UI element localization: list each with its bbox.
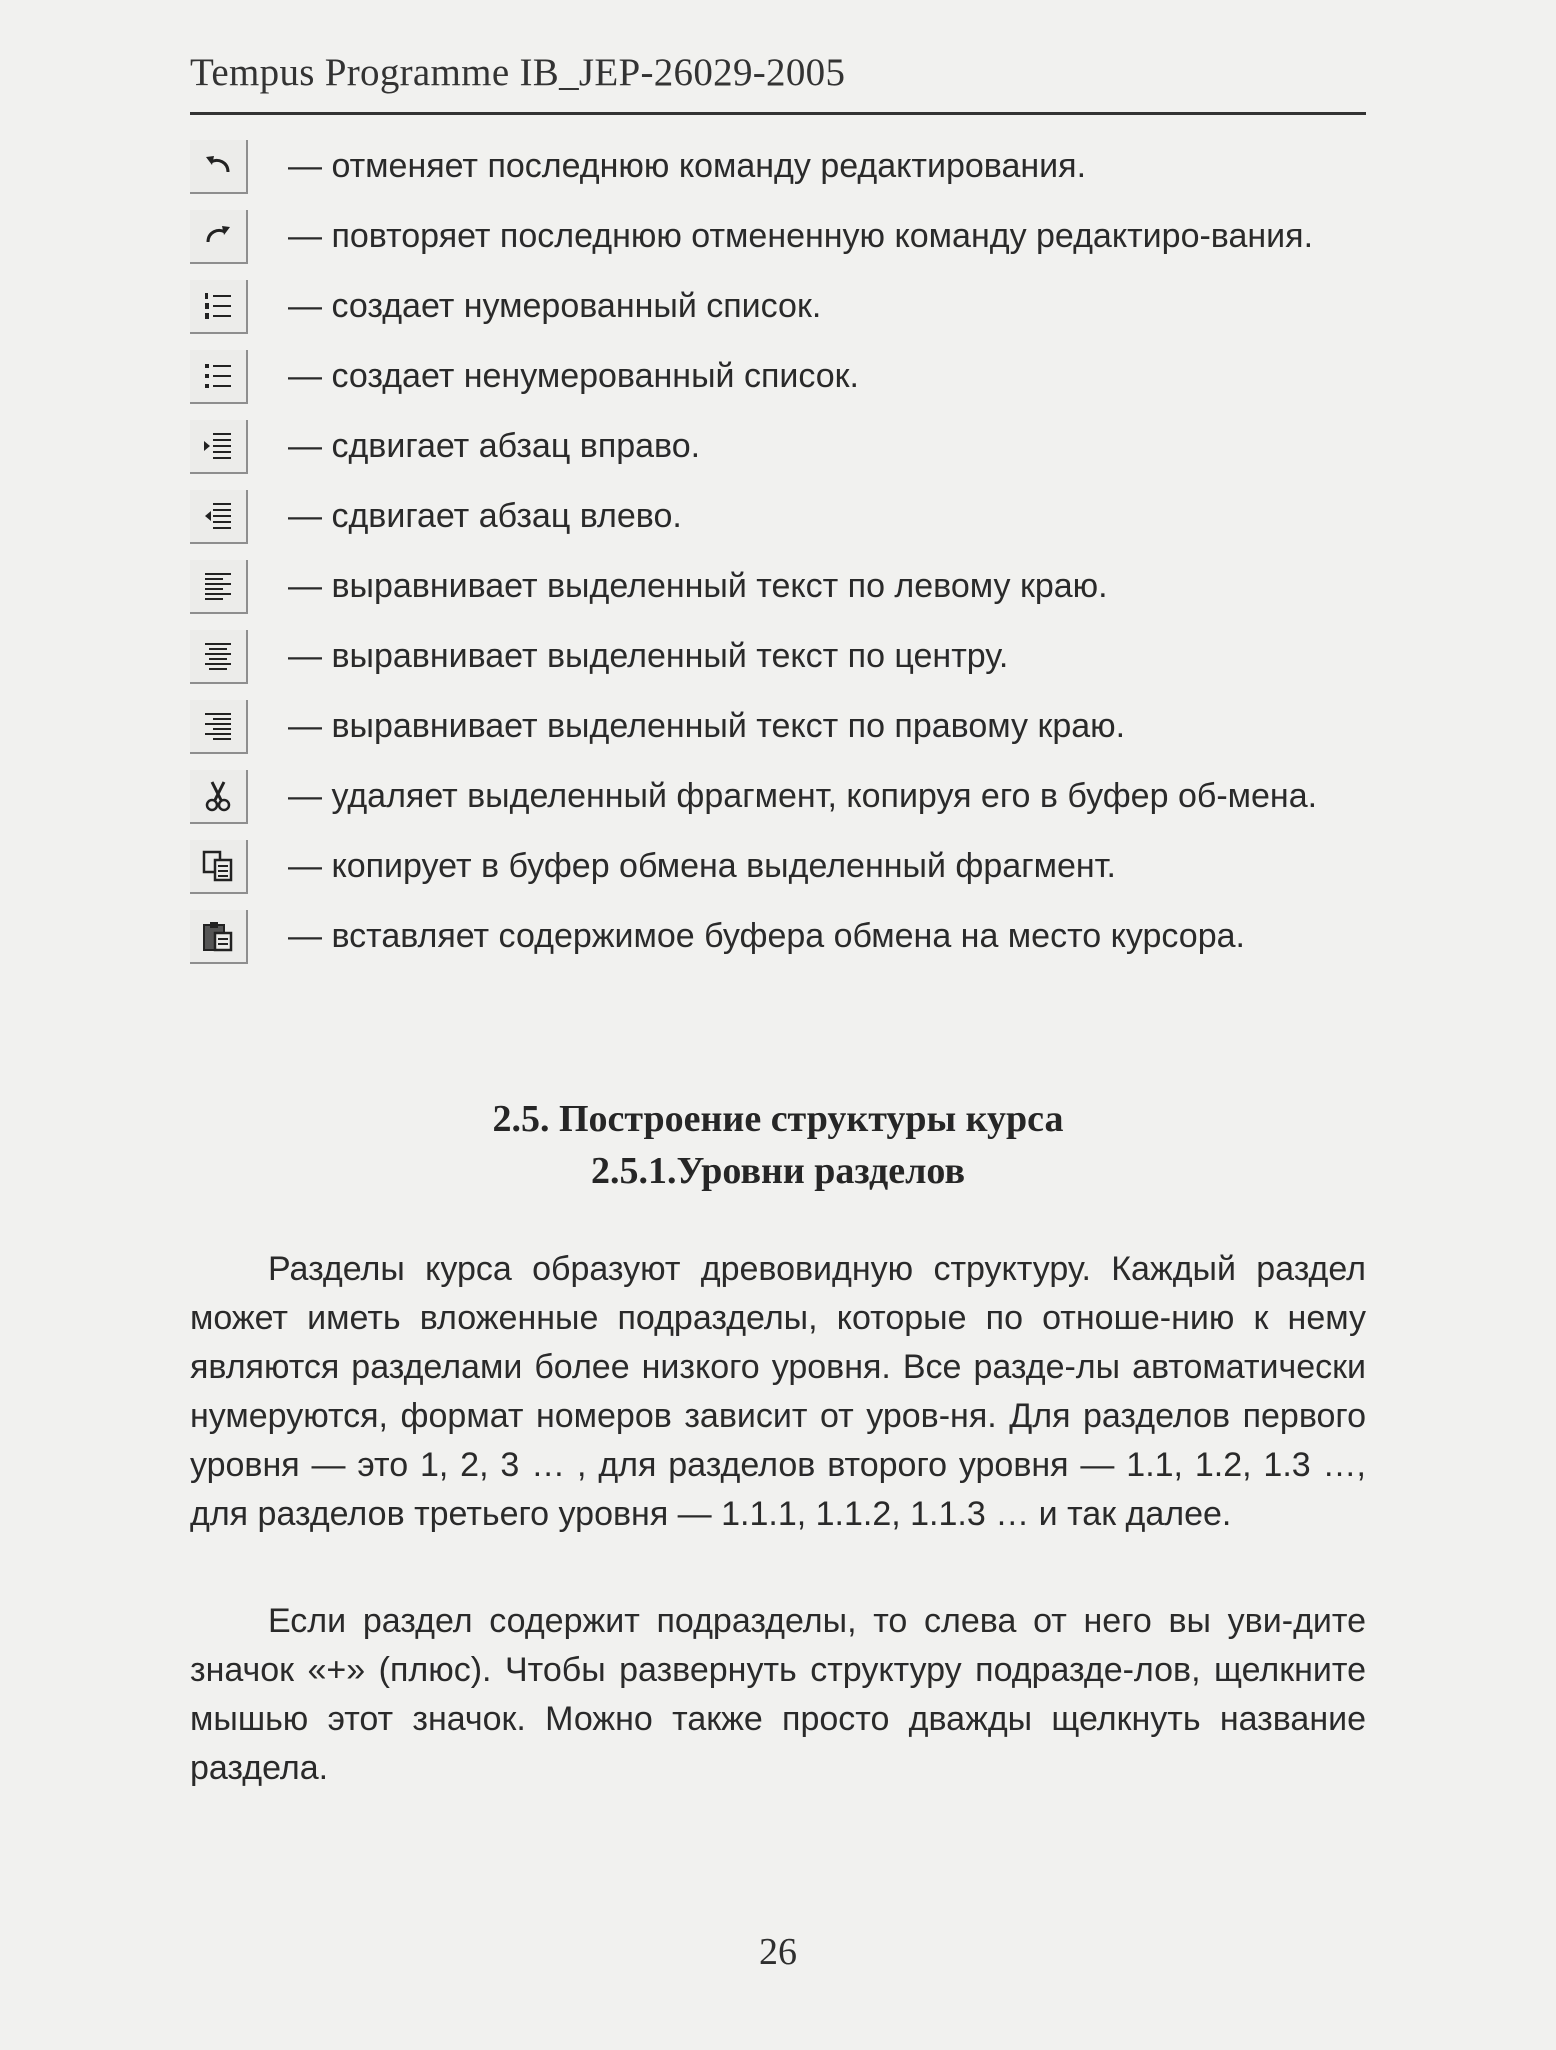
increase-indent-icon	[190, 420, 248, 474]
cut-description: — удаляет выделенный фрагмент, копируя его в буфер об-мена.	[288, 777, 1318, 815]
list-item	[190, 558, 1370, 614]
list-item	[190, 768, 1370, 824]
bulleted-list-icon	[190, 350, 248, 404]
redo-icon	[190, 210, 248, 264]
copy-description: — копирует в буфер обмена выделенный фрагмент.	[288, 847, 1116, 885]
list-item	[190, 488, 1370, 544]
list-item	[190, 208, 1370, 264]
list-item	[190, 138, 1370, 194]
paragraph-1: Разделы курса образуют древовидную структуру. Каждый раздел может иметь вложенные подразделы, которые по отноше-нию к нему являются разделами более низкого уровня. Все разде-лы автоматически нумеруются, формат номеров зависит от уров-ня. Для разделов первого уровня — это 1, 2, 3 … , для разделов второго уровня — 1.1, 1.2, 1.3 …, для разделов третьего уровня — 1.1.1, 1.1.2, 1.1.3 … и так далее.	[190, 1250, 1366, 1533]
list-item	[190, 348, 1370, 404]
list-item	[190, 698, 1370, 754]
undo-description: — отменяет последнюю команду редактирования.	[288, 147, 1087, 185]
list-item	[190, 278, 1370, 334]
align-center-icon	[190, 630, 248, 684]
paste-description: — вставляет содержимое буфера обмена на место курсора.	[288, 917, 1245, 955]
paragraph-2: Если раздел содержит подразделы, то слева от него вы уви-дите значок «+» (плюс). Чтобы развернуть структуру подразде-лов, щелкните мышью этот значок. Можно также просто дважды щелкнуть название раздела.	[190, 1602, 1366, 1787]
paste-icon	[190, 910, 248, 964]
decrease-indent-icon	[190, 490, 248, 544]
toolbar-button-list	[190, 138, 1370, 978]
list-item	[190, 628, 1370, 684]
align-left-description: — выравнивает выделенный текст по левому краю.	[288, 567, 1108, 605]
page-number: 26	[759, 1931, 797, 1973]
list-item	[190, 838, 1370, 894]
section-subtitle: 2.5.1.Уровни разделов	[591, 1150, 965, 1192]
header-rule	[190, 112, 1366, 115]
copy-icon	[190, 840, 248, 894]
align-left-icon	[190, 560, 248, 614]
increase-indent-description: — сдвигает абзац вправо.	[288, 427, 701, 465]
align-right-icon	[190, 700, 248, 754]
bulleted-list-description: — создает ненумерованный список.	[288, 357, 859, 395]
list-item	[190, 908, 1370, 964]
redo-description: — повторяет последнюю отмененную команду редактиро-вания.	[288, 217, 1314, 255]
align-right-description: — выравнивает выделенный текст по правому краю.	[288, 707, 1126, 745]
cut-icon	[190, 770, 248, 824]
align-center-description: — выравнивает выделенный текст по центру.	[288, 637, 1009, 675]
undo-icon	[190, 140, 248, 194]
section-title: 2.5. Построение структуры курса	[492, 1098, 1064, 1140]
numbered-list-description: — создает нумерованный список.	[288, 287, 822, 325]
running-header: Tempus Programme IB_JEP-26029-2005	[190, 51, 846, 94]
numbered-list-icon	[190, 280, 248, 334]
decrease-indent-description: — сдвигает абзац влево.	[288, 497, 682, 535]
list-item	[190, 418, 1370, 474]
